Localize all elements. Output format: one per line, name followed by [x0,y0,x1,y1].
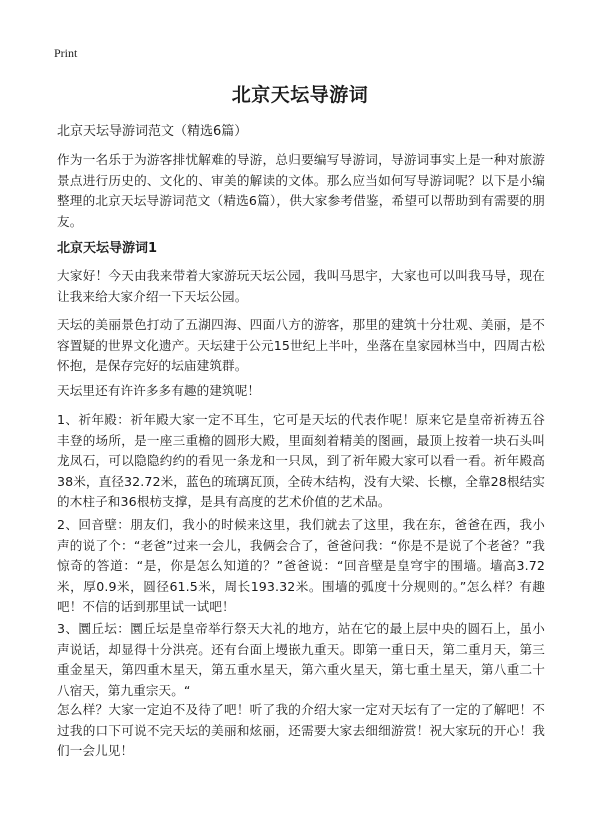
print-link[interactable]: Print [54,46,78,60]
document-subtitle: 北京天坛导游词范文（精选6篇） [57,124,248,139]
paragraph-huanqiutan: 3、圜丘坛：圜丘坛是皇帝举行祭天大礼的地方，站在它的最上层中央的圆石上，虽小声说话，却显得十分洪亮。还有台面上墁嵌九重天。即第一重日天，第二重月天，第三重金星天，第四重木星天，第五重水星天，第六重火星天，第七重土星天，第八重二十八宿天，第九重宗天。“ [57,621,545,698]
paragraph-buildings-intro: 天坛里还有许许多多有趣的建筑呢！ [57,383,261,398]
paragraph-greeting: 大家好！今天由我来带着大家游玩天坛公园，我叫马思宇，大家也可以叫我马导，现在让我来给大家介绍一下天坛公园。 [57,268,545,304]
paragraph-closing: 怎么样？大家一定迫不及待了吧！听了我的介绍大家一定对天坛有了一定的了解吧！不过我的口下可说不完天坛的美丽和炫丽，还需要大家去细细游赏！祝大家玩的开心！我们一会儿见！ [57,702,545,758]
paragraph-overview: 天坛的美丽景色打动了五湖四海、四面八方的游客，那里的建筑十分壮观、美丽，是不容置疑的世界文化遗产。天坛建于公元15世纪上半叶，坐落在皇家园林当中，四周古松怀抱，是保存完好的坛庙建筑群。 [57,317,545,373]
section-heading: 北京天坛导游词1 [57,241,158,256]
intro-paragraph: 作为一名乐于为游客排忧解难的导游，总归要编写导游词，导游词事实上是一种对旅游景点进行历史的、文化的、审美的解读的文体。那么应当如何写导游词呢？以下是小编整理的北京天坛导游词范文（精选6篇），供大家参考借鉴，希望可以帮助到有需要的朋友。 [57,152,545,229]
paragraph-qiniandian: 1、祈年殿：祈年殿大家一定不耳生，它可是天坛的代表作呢！原来它是皇帝祈祷五谷丰登的场所，是一座三重檐的圆形大殿，里面刻着精美的图画，最顶上按着一块石头叫龙凤石，可以隐隐约约的看见一条龙和一只凤，到了祈年殿大家可以看一看。祈年殿高38米，直径32.72米，蓝色的琉璃瓦顶，全砖木结构，没有大梁、长檩，全靠28根结实的木柱子和36根枋支撑，是具有高度的艺术价值的艺术品。 [57,412,545,509]
paragraph-huiyinbi: 2、回音壁：朋友们，我小的时候来这里，我们就去了这里，我在东，爸爸在西，我小声的说了个：“老爸”过来一会儿，我俩会合了，爸爸问我：“你是不是说了个老爸？”我惊奇的答道：“是，你是怎么知道的？”爸爸说：“回音壁是皇穹宇的围墙。墙高3.72米，厚0.9米，圆径61.5米，周长193.32米。围墙的弧度十分规则的。”怎么样？有趣吧！不信的话到那里试一试吧！ [57,517,545,614]
page-title: 北京天坛导游词 [231,84,369,106]
